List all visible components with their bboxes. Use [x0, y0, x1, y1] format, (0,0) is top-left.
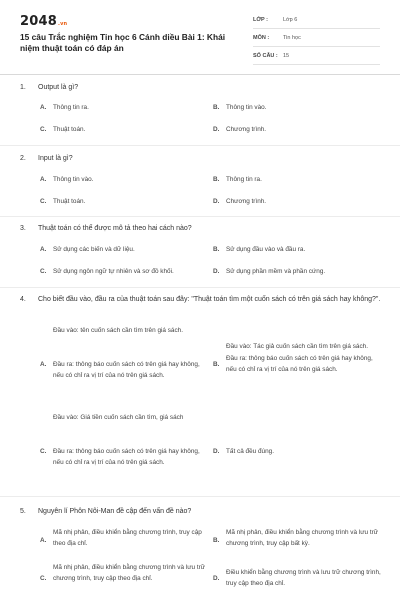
option-text: Chương trình.: [226, 198, 267, 205]
option-letter: B.: [213, 361, 220, 368]
meta-label: SỐ CÂU :: [253, 53, 278, 59]
option-letter: A.: [40, 176, 47, 183]
meta-info: [253, 14, 380, 68]
question-number: 1.: [20, 84, 26, 91]
option-text: Thuật toán.: [53, 126, 86, 133]
option-text: Mã nhị phân, điều khiển bằng chương trình và lưu trữ chương trình, truy cập bất kỳ.: [226, 529, 379, 547]
option-text: Thông tin vào.: [226, 104, 267, 111]
option-letter: A.: [40, 361, 47, 368]
option-text: Thuật toán.: [53, 198, 86, 205]
meta-label: LỚP :: [253, 17, 268, 23]
option-pre-text: Đầu vào: tên cuốn sách cần tìm trên giá sách.: [53, 327, 184, 334]
question-number: 5.: [20, 508, 26, 515]
option-text: Điều khiển bằng chương trình và lưu trữ chương trình, truy cập theo địa chỉ.: [226, 569, 381, 587]
option-letter: D.: [213, 268, 220, 275]
header-divider: [0, 74, 400, 75]
option-text: Đầu ra: thông báo cuốn sách có trên giá hay không, nếu có chỉ ra vị trí của nó trên giá sách.: [226, 355, 373, 373]
question-number: 3.: [20, 225, 26, 232]
meta-value: Lớp 6: [283, 17, 298, 23]
option-letter: B.: [213, 246, 220, 253]
option-letter: C.: [40, 575, 47, 582]
question-text: Output là gì?: [38, 84, 79, 91]
option-letter: A.: [40, 537, 47, 544]
question-divider: [0, 216, 400, 217]
option-letter: D.: [213, 575, 220, 582]
option-text: Sử dụng đầu vào và đầu ra.: [226, 246, 306, 253]
question-number: 4.: [20, 296, 26, 303]
option-text: Sử dụng phần mềm và phần cứng.: [226, 268, 326, 275]
question-text: Nguyên lí Phôn Nôi-Man đề cập đến vấn đề nào?: [38, 508, 192, 515]
logo-sub-text: .vn: [57, 21, 68, 27]
question-divider: [0, 287, 400, 288]
option-text: Đầu ra: thông báo cuốn sách có trên giá hay không, nếu có chỉ ra vị trí của nó trên giá sách.: [53, 361, 200, 379]
meta-row-count: [253, 50, 380, 65]
option-letter: D.: [213, 198, 220, 205]
option-text: Mã nhị phân, điều khiển bằng chương trình và lưu trữ chương trình, truy cập theo địa chỉ.: [53, 564, 206, 582]
option-letter: D.: [213, 126, 220, 133]
option-text: Mã nhị phân, điều khiển bằng chương trình, truy cập theo địa chỉ.: [53, 529, 202, 547]
question-divider: [0, 496, 400, 497]
option-text: Thông tin ra.: [226, 176, 262, 183]
page-header: [0, 0, 400, 70]
question-text: Thuật toán có thể được mô tả theo hai cách nào?: [38, 225, 192, 232]
option-letter: C.: [40, 126, 47, 133]
option-letter: D.: [213, 448, 220, 455]
site-logo[interactable]: [20, 14, 67, 29]
question-text: Cho biết đầu vào, đầu ra của thuật toán sau đây: "Thuật toán tìm một cuốn sách có trên giá sách hay không?".: [38, 296, 381, 303]
option-text: Tất cả đều đúng.: [226, 448, 274, 455]
option-text: Thông tin vào.: [53, 176, 94, 183]
option-letter: C.: [40, 198, 47, 205]
option-pre-text: Đầu vào: Giá tiền cuốn sách cần tìm, giá sách: [53, 414, 184, 421]
option-letter: B.: [213, 104, 220, 111]
meta-value: Tin học: [283, 35, 301, 41]
option-letter: C.: [40, 268, 47, 275]
question-divider: [0, 145, 400, 146]
document-title: 15 câu Trắc nghiệm Tin học 6 Cánh diều Bài 1: Khái niệm thuật toán có đáp án: [20, 32, 226, 53]
option-text: Sử dụng các biến và dữ liệu.: [53, 246, 135, 253]
option-pre-text: Đầu vào: Tác giả cuốn sách cần tìm trên giá sách.: [226, 343, 368, 350]
option-letter: C.: [40, 448, 47, 455]
question-text: Input là gì?: [38, 155, 73, 162]
option-text: Đầu ra: thông báo cuốn sách có trên giá hay không, nếu có chỉ ra vị trí của nó trên giá sách.: [53, 448, 200, 466]
option-letter: A.: [40, 246, 47, 253]
option-letter: A.: [40, 104, 47, 111]
meta-value: 15: [283, 53, 290, 59]
option-text: Chương trình.: [226, 126, 267, 133]
meta-label: MÔN :: [253, 35, 270, 41]
option-letter: B.: [213, 537, 220, 544]
option-text: Sử dụng ngôn ngữ tự nhiên và sơ đồ khối.: [53, 268, 174, 275]
option-letter: B.: [213, 176, 220, 183]
question-number: 2.: [20, 155, 26, 162]
option-text: Thông tin ra.: [53, 104, 89, 111]
meta-row-subject: [253, 32, 380, 47]
meta-row-class: [253, 14, 380, 29]
logo-main-text: 2048: [20, 14, 57, 29]
